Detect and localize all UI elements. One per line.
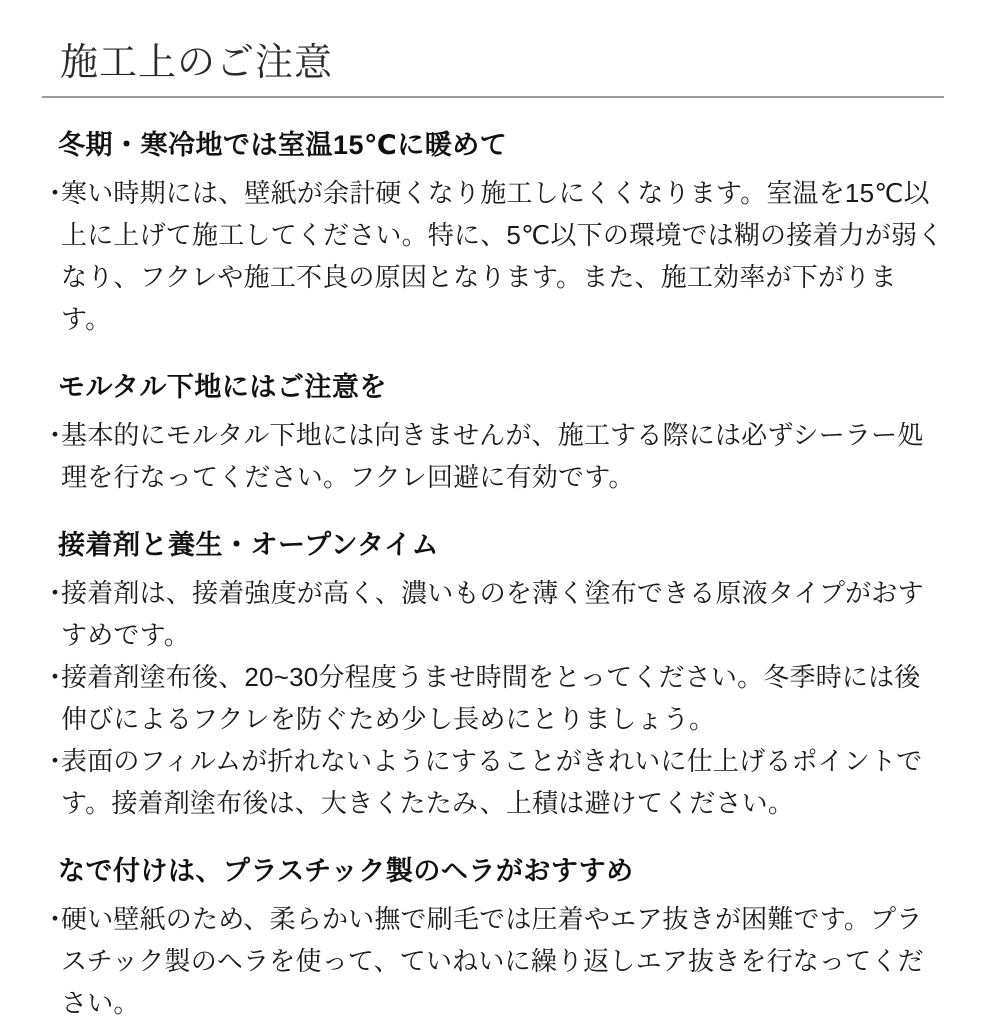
bullet-dot: ・ <box>42 746 69 776</box>
bullet-text: 基本的にモルタル下地には向きませんが、施工する際には必ずシーラー処理を行なってください。フクレ回避に有効です。 <box>61 420 924 492</box>
section <box>42 852 944 1024</box>
bullet-list <box>42 414 944 498</box>
bullet-dot: ・ <box>42 178 69 208</box>
section-heading: 冬期・寒冷地では室温15℃に暖めて <box>58 130 508 160</box>
section <box>42 126 944 340</box>
bullet-dot: ・ <box>42 662 69 692</box>
section <box>42 368 944 498</box>
bullet-item <box>42 898 944 1024</box>
bullet-item <box>42 414 944 498</box>
bullet-list <box>42 572 944 824</box>
bullet-text: 寒い時期には、壁紙が余計硬くなり施工しにくくなります。室温を15℃以上に上げて施工してください。特に、5℃以下の環境では糊の接着力が弱くなり、フクレや施工不良の原因となります。また、施工効率が下がります。 <box>61 178 944 334</box>
section-heading: なで付けは、プラスチック製のヘラがおすすめ <box>58 856 634 886</box>
divider <box>42 96 944 98</box>
bullet-item <box>42 656 944 740</box>
bullet-list <box>42 898 944 1024</box>
bullet-item <box>42 740 944 824</box>
bullet-dot: ・ <box>42 420 69 450</box>
page-title: 施工上のご注意 <box>60 42 334 84</box>
bullet-item <box>42 172 944 340</box>
bullet-dot: ・ <box>42 904 69 934</box>
bullet-text: 接着剤塗布後、20~30分程度うませ時間をとってください。冬季時には後伸びによるフクレを防ぐため少し長めにとりましょう。 <box>61 662 921 734</box>
bullet-text: 表面のフィルムが折れないようにすることがきれいに仕上げるポイントです。接着剤塗布後は、大きくたたみ、上積は避けてください。 <box>61 746 923 818</box>
section <box>42 526 944 824</box>
bullet-list <box>42 172 944 340</box>
section-heading: 接着剤と養生・オープンタイム <box>58 530 439 560</box>
bullet-item <box>42 572 944 656</box>
bullet-text: 接着剤は、接着強度が高く、濃いものを薄く塗布できる原液タイプがおすすめです。 <box>61 578 924 650</box>
bullet-text: 硬い壁紙のため、柔らかい撫で刷毛では圧着やエア抜きが困難です。プラスチック製のヘラを使って、ていねいに繰り返しエア抜きを行なってください。 <box>61 904 924 1018</box>
section-heading: モルタル下地にはご注意を <box>58 372 387 402</box>
bullet-dot: ・ <box>42 578 69 608</box>
sections <box>42 126 944 1024</box>
